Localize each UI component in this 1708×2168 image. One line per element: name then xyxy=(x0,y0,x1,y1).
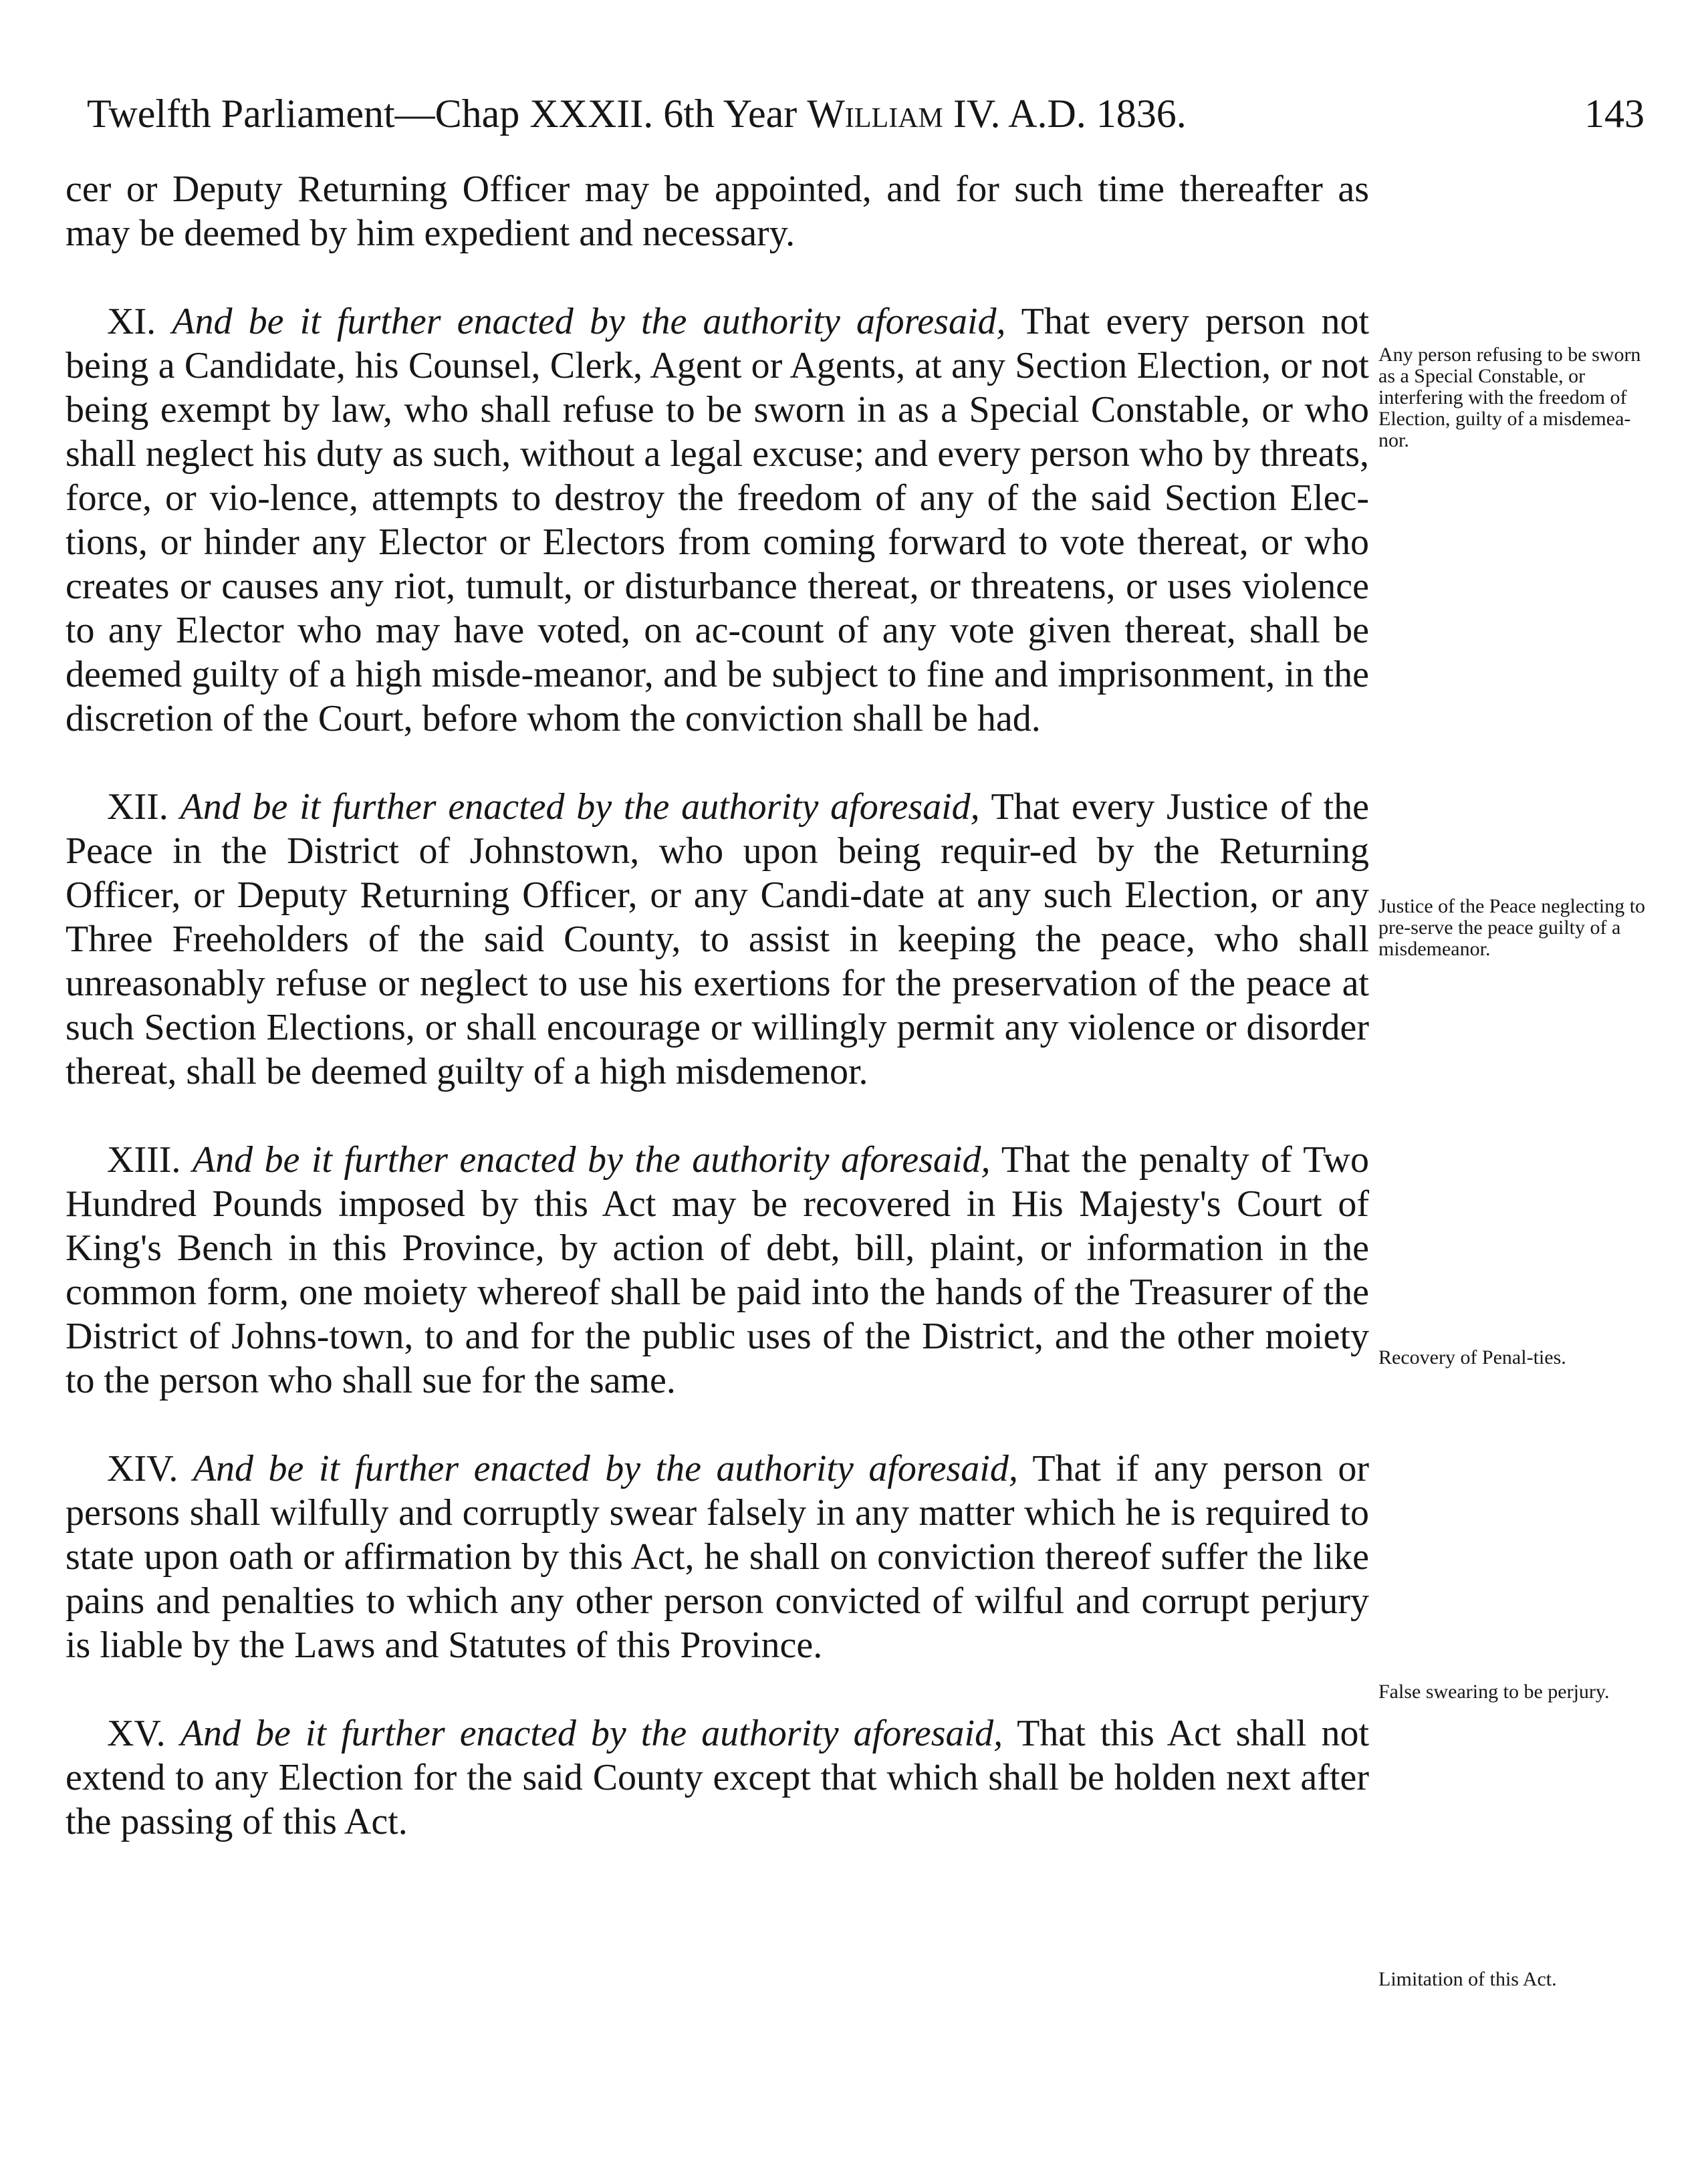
marginal-note-xv: Limitation of this Act. xyxy=(1378,1968,1557,1990)
enacting-formula: And be it further enacted by the authority aforesaid, xyxy=(192,1139,991,1181)
page-header xyxy=(87,80,1644,147)
enacting-formula: And be it further enacted by the authority aforesaid, xyxy=(193,1448,1018,1489)
section-xiv xyxy=(66,1447,1369,1667)
running-head: Twelfth Parliament—Chap XXXII. 6th Year William IV. A.D. 1836. xyxy=(87,92,1187,136)
section-text: That the penalty of Two Hundred Pounds imposed by this Act may be recovered in His Majesty's Court of King's Bench in this Province, by action of debt, bill, plaint, or information in the common form, one moiety whereof shall be paid into the hands of the Treasurer of the District of Johns-town, to and for the public uses of the District, and the other moiety to the person who shall sue for the same. xyxy=(66,1139,1369,1401)
section-text: That if any person or persons shall wilfully and corruptly swear falsely in any matter which he is required to state upon oath or affirmation by this Act, he shall on conviction thereof suffer the like pains and penalties to which any other person convicted of wilful and corrupt perjury is liable by the Laws and Statutes of this Province. xyxy=(66,1448,1369,1666)
section-xiii xyxy=(66,1138,1369,1403)
marginal-note-xii: Justice of the Peace neglecting to pre-serve the peace guilty of a misdemeanor. xyxy=(1378,895,1646,960)
section-xii xyxy=(66,785,1369,1094)
section-text: That every Justice of the Peace in the District of Johnstown, who upon being requir-ed by the Returning Officer, or Deputy Returning Officer, or any Candi-date at any such Election, or any Three Freeholders of the said County, to assist in keeping the peace, who shall unreasonably refuse or neglect to use his exertions for the preservation of the peace at such Section Elections, or shall encourage or willingly permit any violence or disorder thereat, shall be deemed guilty of a high misdemenor. xyxy=(66,786,1369,1092)
section-numeral: XIV. xyxy=(107,1448,178,1489)
running-head-king: William xyxy=(807,92,943,136)
section-numeral: XV. xyxy=(107,1713,166,1754)
continuation-paragraph: cer or Deputy Returning Officer may be appointed, and for such time thereafter as may be deemed by him expedient and necessary. xyxy=(66,168,1369,254)
section-numeral: XI. xyxy=(107,301,156,342)
section-xi xyxy=(66,299,1369,741)
marginal-note-xi: Any person refusing to be sworn as a Special Constable, or interfering with the freedom of Election, guilty of a misdemea-nor. xyxy=(1378,344,1641,451)
section-xv xyxy=(66,1711,1369,1844)
enacting-formula: And be it further enacted by the authority aforesaid, xyxy=(172,301,1006,342)
section-numeral: XII. xyxy=(107,786,168,828)
marginal-note-xiii: Recovery of Penal-ties. xyxy=(1378,1346,1566,1368)
page-number: 143 xyxy=(1584,92,1644,136)
section-text: That this Act shall not extend to any Election for the said County except that which shall be holden next after the passing of this Act. xyxy=(66,1713,1369,1842)
body-text xyxy=(66,167,1369,1888)
enacting-formula: And be it further enacted by the authority aforesaid, xyxy=(180,786,980,828)
marginal-note-xiv: False swearing to be perjury. xyxy=(1378,1681,1610,1703)
enacting-formula: And be it further enacted by the authority aforesaid, xyxy=(180,1713,1003,1754)
section-numeral: XIII. xyxy=(107,1139,181,1181)
section-text: That every person not being a Candidate, his Counsel, Clerk, Agent or Agents, at any Section Election, or not being exempt by law, who shall refuse to be sworn in as a Special Constable, or who shall neglect his duty as such, without a legal excuse; and every person who by threats, force, or vio-lence, attempts to destroy the freedom of any of the said Section Elec-tions, or hinder any Elector or Electors from coming forward to vote thereat, or who creates or causes any riot, tumult, or disturbance thereat, or threatens, or uses violence to any Elector who may have voted, on ac-count of any vote given thereat, shall be deemed guilty of a high misde-meanor, and be subject to fine and imprisonment, in the discretion of the Court, before whom the conviction shall be had. xyxy=(66,301,1369,739)
